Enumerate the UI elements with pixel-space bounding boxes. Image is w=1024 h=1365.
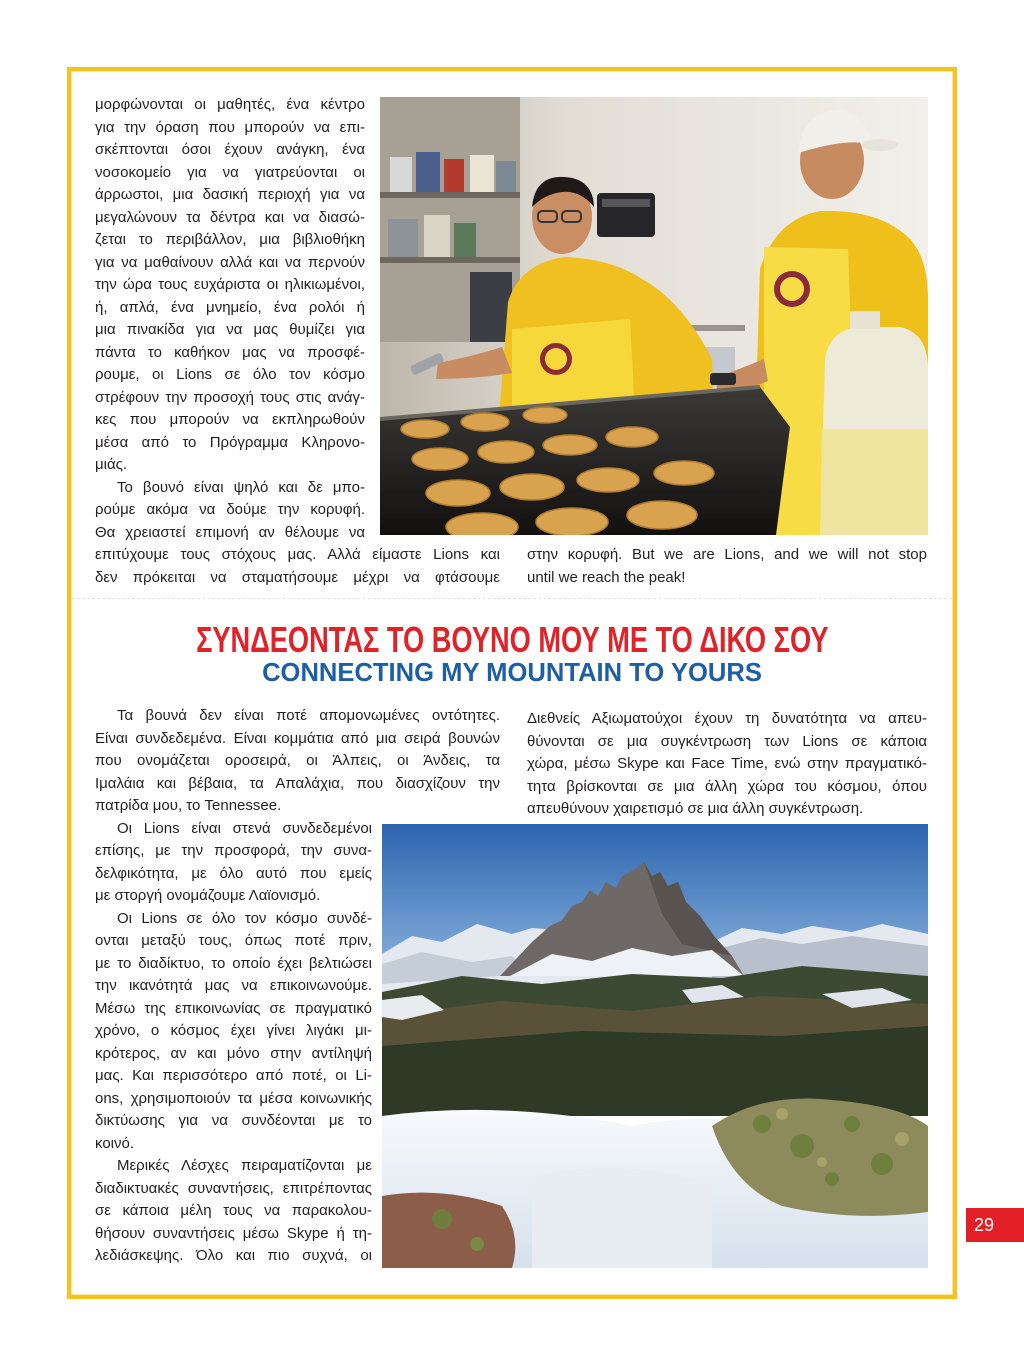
text-line: λεδιάσκεψης. Όλο και πιο συχνά, οι [95, 1247, 372, 1264]
text-line: Τα βουνά δεν είναι ποτέ απομονωμένες οντότητες. [117, 707, 500, 724]
text-line: ή, απλά, ένα μνημείο, ένα ρολόι ή [95, 298, 365, 316]
text-line: κες που μπορούν να εκπληρωθούν [95, 411, 365, 428]
section-heading-greek [0, 619, 1024, 661]
text-line: Οι Lions είναι στενά συνδεδεμένοι [117, 819, 372, 837]
heading-greek-text: ΣΥΝΔΕΟΝΤΑΣ ΤΟ ΒΟΥΝΟ ΜΟΥ ΜΕ ΤΟ ΔΙΚΟ ΣΟΥ [195, 619, 829, 660]
text-line: επιτύχουμε τους στόχους μας. Αλλά είμαστε Lions και [95, 546, 500, 563]
text-line: την ικανότητά μας να επικοινωνούμε. [95, 977, 372, 994]
mountain-landscape-photo [382, 824, 928, 1268]
text-line: μιάς. [95, 456, 128, 473]
section-divider [72, 598, 952, 599]
text-line: τητα βρίσκονται σε μια άλλη χώρα του κόσμου, όπου [527, 777, 927, 795]
top-left-column [95, 94, 365, 544]
text-line: για την όραση που μπορούν να επι- [95, 118, 365, 136]
text-line: μας. Και περισσότερο από ποτέ, οι Li- [95, 1067, 372, 1084]
text-line: διαδικτυακές συναντήσεις, επιτρέποντας [95, 1179, 372, 1197]
text-line: πάντα το καθήκον μας να προσφέ- [95, 343, 365, 361]
text-line: χώρα, μέσω Skype και Face Time, ενώ στην πραγματικό- [527, 755, 927, 772]
text-line: μεγαλώνουν τα δέντρα και να διασώ- [95, 208, 365, 226]
text-line: ονται μεταξύ τους, όπως ποτέ πριν, [95, 932, 372, 949]
text-line: θύνονται σε μια συγκέντρωση των Lions σε κάποια [527, 732, 927, 750]
section-heading-english [0, 657, 1024, 687]
top-right-text [527, 544, 927, 589]
text-line: την ώρα τους ευχάριστα οι ηλικιωμένοι, [95, 276, 365, 293]
text-line: πατρίδα μου, το Tennessee. [95, 797, 282, 814]
text-line: until we reach the peak! [527, 568, 686, 586]
text-line: ons, χρησιμοποιούν τα μέσα κοινωνικής [95, 1089, 372, 1107]
text-line: για να μαθαίνουν αλλά και να περνούν [95, 253, 365, 271]
text-line: ρούμε ακόμα να δούμε την κορυφή. [95, 501, 365, 518]
text-line: Διεθνείς Αξιωματούχοι έχουν τη δυνατότητα να απευ- [527, 710, 927, 727]
bottom-right-column [527, 708, 927, 821]
text-line: Μέσω της επικοινωνίας σε πραγματικό [95, 999, 372, 1017]
text-line: Θα χρειαστεί επιμονή αν θέλουμε να [95, 523, 365, 541]
text-line: άρρωστοι, μια δασική περιοχή για να [95, 186, 365, 203]
text-line: στρέφουν την προσοχή τους στις ανάγ- [95, 388, 365, 406]
text-line: χρόνο, ο κόσμος έχει γίνει λιγάκι μι- [95, 1022, 372, 1039]
text-line: επίσης, με την προσφορά, την συνα- [95, 842, 372, 859]
bottom-wide-text [95, 705, 500, 818]
text-line: κοινό. [95, 1134, 135, 1152]
text-line: Μερικές Λέσχες πειραματίζονται με [117, 1157, 372, 1174]
text-line: Ιμαλάια και βέβαια, τα Απαλάχια, που διασχίζουν την [95, 774, 500, 792]
text-line: νοσοκομείο για να γιατρεύονται οι [95, 163, 365, 181]
text-line: μια πινακίδα για να μας θυμίζει για [95, 321, 365, 338]
bottom-left-column [95, 818, 372, 1268]
heading-english-text: CONNECTING MY MOUNTAIN TO YOURS [262, 657, 762, 687]
text-line: σε κάποια μέλη τους να παρακολου- [95, 1202, 372, 1219]
text-line: δελφικότητα, με όλο αυτό που εμείς [95, 864, 372, 882]
text-line: με το διαδίκτυο, το οποίο έχει βελτιώσει [95, 954, 372, 972]
text-line: δικτύωσης για να συνδέονται με το [95, 1112, 372, 1129]
text-line: μορφώνονται οι μαθητές, ένα κέντρο [95, 96, 365, 113]
text-line: στην κορυφή. But we are Lions, and we will not stop [527, 546, 927, 563]
text-line: Το βουνό είναι ψηλό και δε μπο- [117, 478, 365, 496]
text-line: θήσουν συναντήσεις μέσω Skype ή τη- [95, 1224, 372, 1242]
text-line: με στοργή ονομάζουμε Λαϊονισμό. [95, 887, 321, 904]
text-line: μέσα από το Πρόγραμμα Κληρονο- [95, 433, 365, 451]
text-line: Οι Lions σε όλο τον κόσμο συνδέ- [117, 909, 372, 927]
pancake-cooks-photo [380, 97, 928, 535]
text-line: Είναι συνδεδεμένα. Είναι κομμάτια από μια σειρά βουνών [95, 729, 500, 747]
text-line: δεν πρόκειται να σταματήσουμε μέχρι να φτάσουμε [95, 568, 500, 586]
text-line: κρότερος, αν και μόνο στην αντίληψή [95, 1044, 372, 1062]
top-wide-text [95, 544, 500, 589]
page-number: 29 [966, 1208, 1024, 1242]
text-line: σκέπτονται όσοι έχουν ανάγκη, ένα [95, 141, 365, 158]
text-line: που ονομάζεται οροσειρά, οι Άλπεις, οι Άνδεις, τα [95, 752, 500, 769]
text-line: απευθύνουν χαιρετισμό σε μια άλλη συγκέντρωση. [527, 800, 864, 817]
text-line: ρουμε, οι Lions σε όλο τον κόσμο [95, 366, 365, 383]
text-line: ζεται το περιβάλλον, μια βιβλιοθήκη [95, 231, 365, 248]
